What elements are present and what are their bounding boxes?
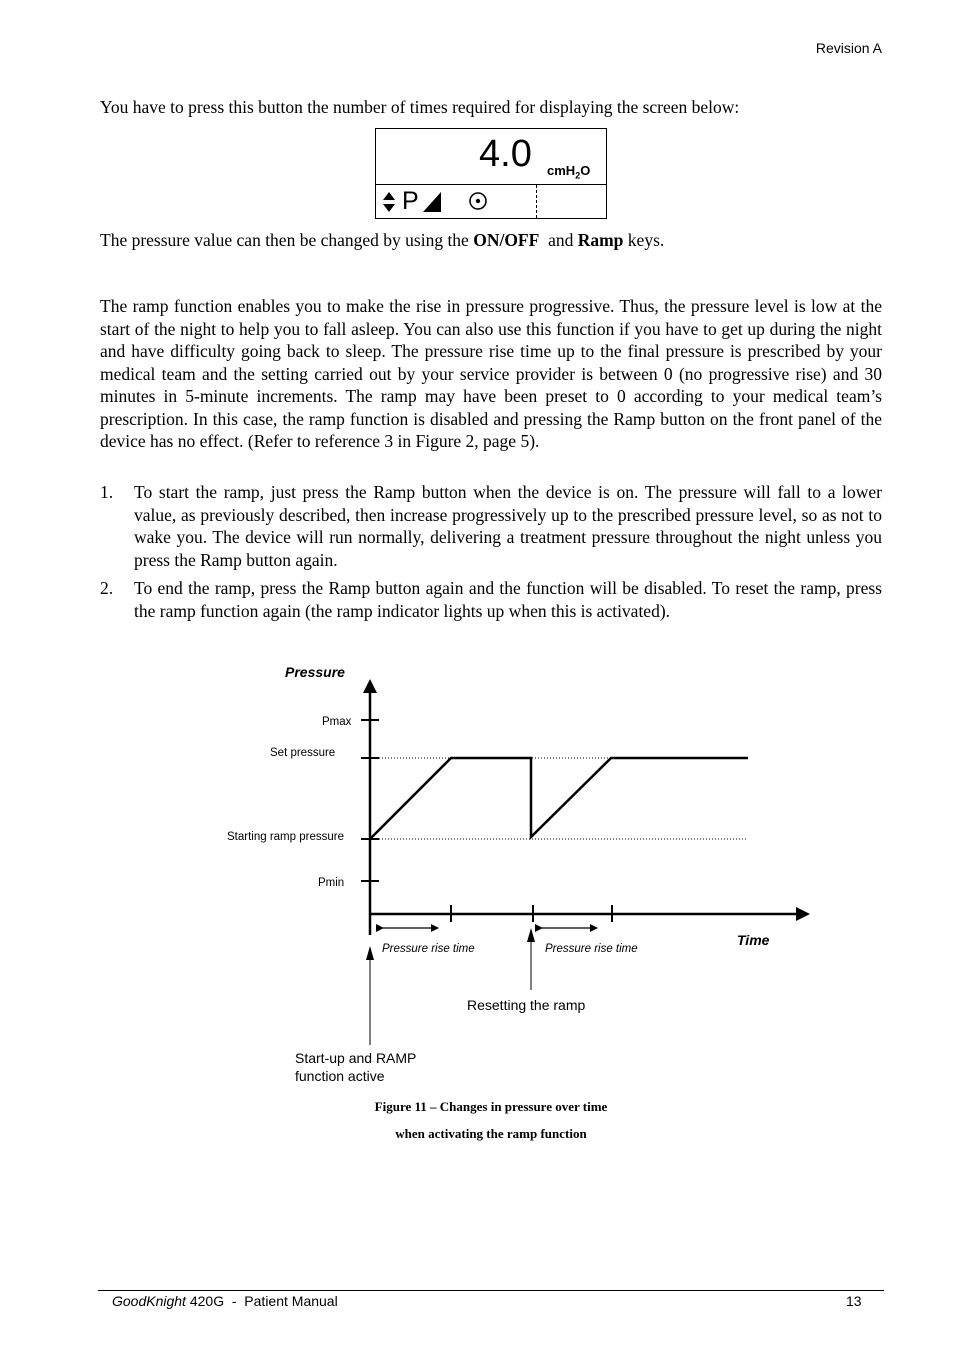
lcd-mode-letter: P <box>402 187 419 215</box>
lcd-screen <box>375 128 607 219</box>
footer-title: GoodKnight 420G - Patient Manual <box>112 1293 338 1309</box>
rise-label-2: Pressure rise time <box>545 943 638 955</box>
x-axis-label: Time <box>737 932 770 948</box>
y-axis-label: Pressure <box>285 664 345 680</box>
onoff-key-label: ON/OFF <box>473 230 540 250</box>
lcd-pressure-value: 4.0 <box>479 133 532 175</box>
pressure-curve <box>370 758 748 839</box>
reset-label: Resetting the ramp <box>467 997 586 1013</box>
lcd-unit: cmH$_2$O <box>547 163 591 181</box>
revision-label: Revision A <box>815 40 882 56</box>
ramp-function-paragraph: The ramp function enables you to make the rise in pressure progressive. Thus, the pressure level is low at the start of the night to help you to fall asleep. You can also use this function if you have to get up during the night and have difficulty going back to sleep. The pressure rise time up to the final pressure is prescribed by your medical team and the setting carried out by your service provider is between 0 (no progressive rise) and 30 minutes in 5-minute increments. The ramp may have been preset to 0 according to your medical team’s prescription. In this case, the ramp function is disabled and pressing the Ramp button on the front panel of the device has no effect. (Refer to reference 3 in Figure 2, page 5). <box>100 296 882 451</box>
x-axis-arrowhead <box>796 907 810 921</box>
rise-label-1: Pressure rise time <box>382 943 475 955</box>
label-pmin: Pmin <box>318 877 345 889</box>
figure-caption-line1: Figure 11 – Changes in pressure over time <box>374 1099 608 1114</box>
label-pmax: Pmax <box>322 716 352 728</box>
label-set-pressure: Set pressure <box>270 747 336 759</box>
startup-pointer-arrowhead <box>366 946 374 960</box>
y-axis-arrowhead <box>363 679 377 693</box>
ramp-key-label: Ramp <box>577 230 624 250</box>
startup-label-line2: function active <box>295 1068 385 1084</box>
up-down-arrows-icon <box>382 191 396 213</box>
startup-label-line1: Start-up and RAMP <box>295 1050 417 1066</box>
footer-rule <box>98 1290 884 1291</box>
figure-caption-line2: when activating the ramp function <box>395 1126 587 1141</box>
target-circle-icon <box>468 191 488 211</box>
footer-brand: GoodKnight <box>112 1293 186 1309</box>
label-starting-ramp: Starting ramp pressure <box>227 831 344 843</box>
reset-pointer-arrowhead <box>527 928 535 942</box>
ramp-pressure-diagram <box>0 650 954 1100</box>
change-pressure-paragraph: The pressure value can then be changed by using the ON/OFF and Ramp keys. <box>100 230 665 250</box>
intro-paragraph: You have to press this button the number of times required for displaying the screen below: <box>100 97 740 117</box>
ramp-triangle-icon <box>422 191 442 213</box>
page-number: 13 <box>846 1293 862 1309</box>
